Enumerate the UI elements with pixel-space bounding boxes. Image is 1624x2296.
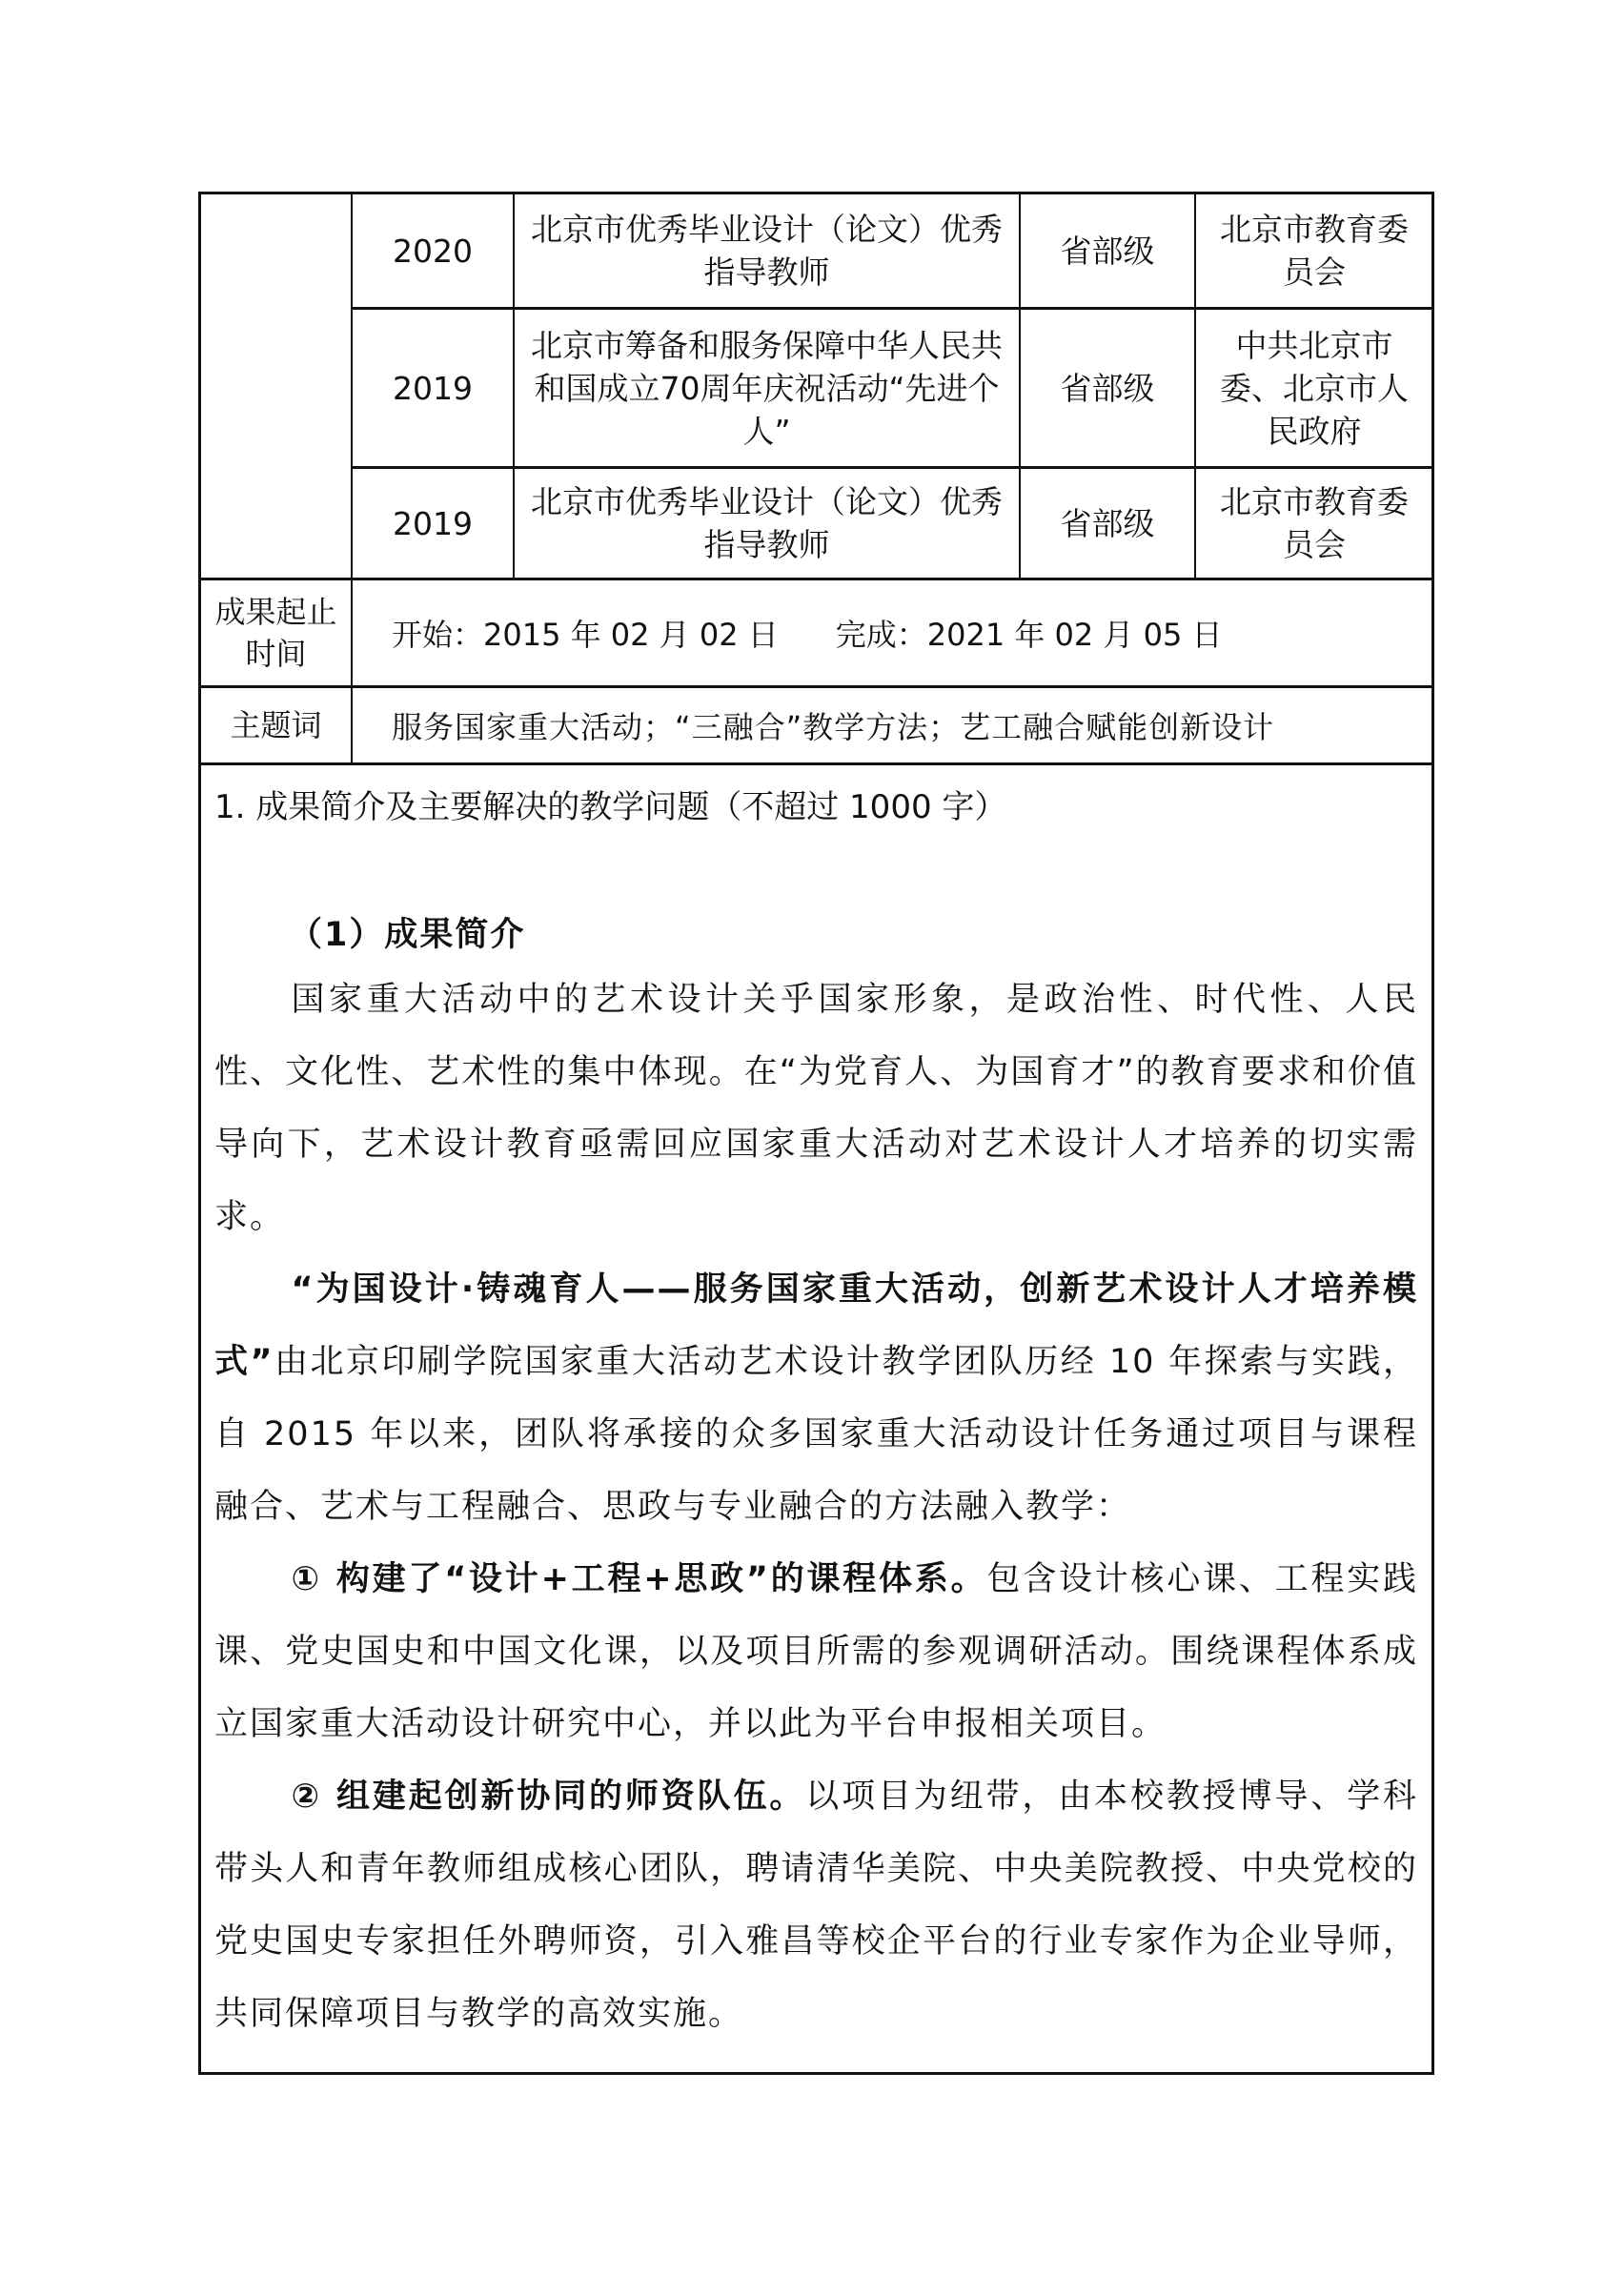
award-year: 2020 bbox=[393, 232, 473, 270]
award-issuer: 中共北京市委、北京市人民政府 bbox=[1220, 326, 1409, 450]
subsection-heading: （1）成果简介 bbox=[289, 916, 526, 954]
period-start: 开始：2015 年 02 月 02 日 bbox=[392, 617, 779, 653]
keywords-value: 服务国家重大活动；“三融合”教学方法；艺工融合赋能创新设计 bbox=[392, 709, 1275, 745]
award-issuer: 北京市教育委员会 bbox=[1220, 483, 1409, 563]
award-year: 2019 bbox=[393, 369, 473, 407]
project-title: “为国设计·铸魂育人——服务国家重大活动，创新艺术设计人才培养模式” bbox=[214, 1270, 1418, 1381]
period-label: 成果起止时间 bbox=[214, 594, 337, 672]
paragraph-text: 以项目为纽带，由本校教授博导、学科带头人和青年教师组成核心团队，聘请清华美院、中央美院教授、中央党校的党史国史专家担任外聘师资，引入雅昌等校企平台的行业专家作为企业导师，共同保障项目与教学的高效实施。 bbox=[214, 1778, 1418, 2033]
paragraph: 国家重大活动中的艺术设计关乎国家形象，是政治性、时代性、人民性、文化性、艺术性的集中体现。在“为党育人、为国育才”的教育要求和价值导向下，艺术设计教育亟需回应国家重大活动对艺术设计人才培养的切实需求。 bbox=[214, 981, 1418, 1236]
award-level: 省部级 bbox=[1060, 504, 1155, 542]
keywords-label: 主题词 bbox=[230, 706, 322, 743]
paragraph bbox=[214, 1253, 1418, 1543]
period-end: 完成：2021 年 02 月 05 日 bbox=[835, 617, 1223, 653]
section-body bbox=[214, 906, 1418, 2050]
award-title: 北京市优秀毕业设计（论文）优秀指导教师 bbox=[531, 211, 1003, 291]
award-level: 省部级 bbox=[1060, 232, 1155, 270]
paragraph bbox=[214, 1543, 1418, 1760]
point-heading: ② 组建起创新协同的师资队伍。 bbox=[291, 1778, 806, 1816]
period-values bbox=[392, 580, 1223, 685]
section-1 bbox=[201, 765, 1431, 2072]
award-title: 北京市优秀毕业设计（论文）优秀指导教师 bbox=[531, 483, 1003, 563]
award-title: 北京市筹备和服务保障中华人民共和国成立70周年庆祝活动“先进个人” bbox=[531, 326, 1003, 450]
paragraph-text: 由北京印刷学院国家重大活动艺术设计教学团队历经 10 年探索与实践，自 2015 年以来，团队将承接的众多国家重大活动设计任务通过项目与课程融合、艺术与工程融合、思政与专业融合的方法融入教学： bbox=[214, 1343, 1418, 1526]
award-level: 省部级 bbox=[1060, 369, 1155, 407]
award-issuer: 北京市教育委员会 bbox=[1220, 211, 1409, 291]
application-form-table bbox=[198, 192, 1434, 2075]
paragraph bbox=[214, 1760, 1418, 2050]
award-year: 2019 bbox=[393, 504, 473, 542]
section-title: 1. 成果简介及主要解决的教学问题（不超过 1000 字） bbox=[214, 788, 1007, 826]
point-heading: ① 构建了“设计+工程+思政”的课程体系。 bbox=[291, 1560, 987, 1598]
paragraph-text: 包含设计核心课、工程实践课、党史国史和中国文化课，以及项目所需的参观调研活动。围绕课程体系成立国家重大活动设计研究中心，并以此为平台申报相关项目。 bbox=[214, 1560, 1418, 1743]
